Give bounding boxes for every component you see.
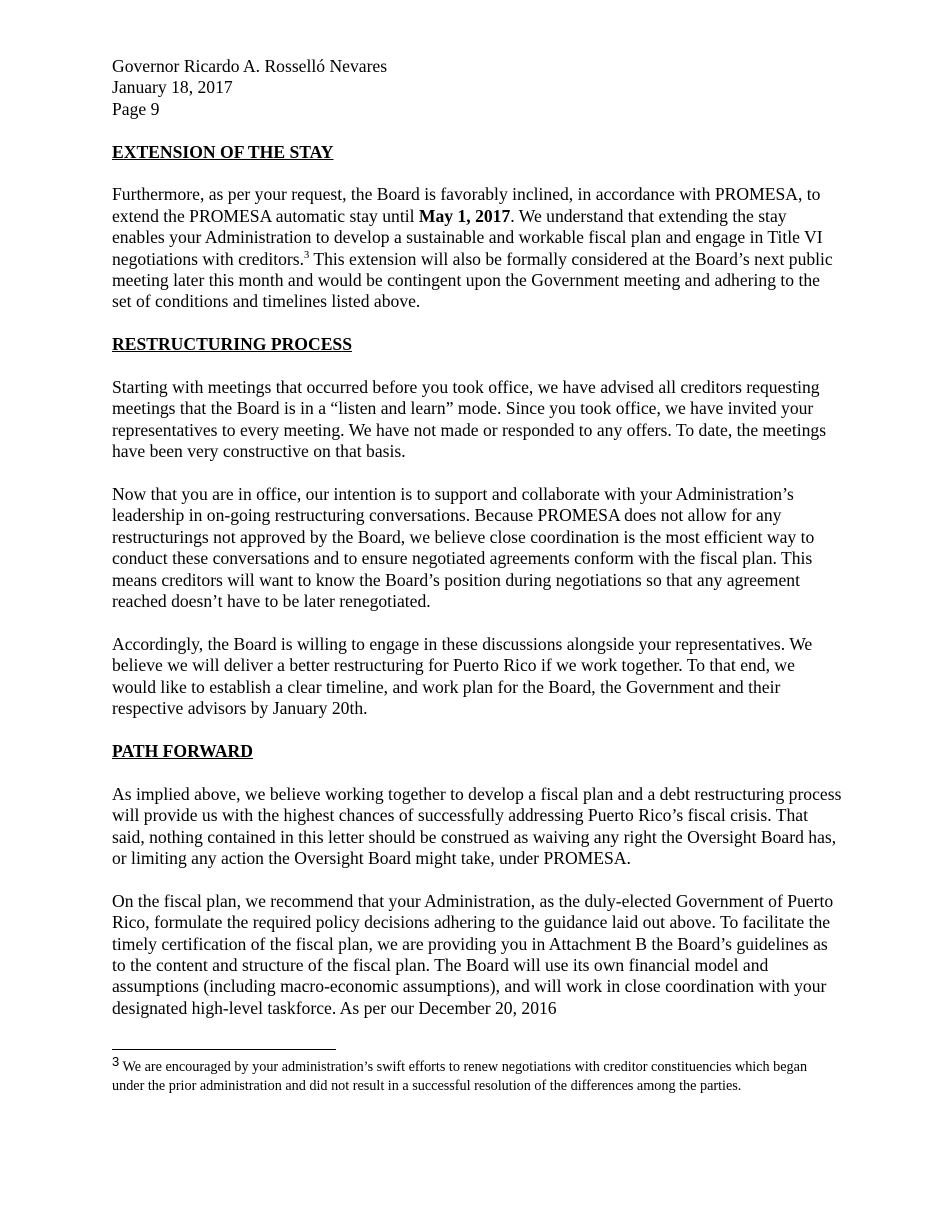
restructuring-heading: RESTRUCTURING PROCESS bbox=[112, 334, 353, 355]
page-number: Page 9 bbox=[112, 98, 160, 119]
path-forward-heading: PATH FORWARD bbox=[112, 740, 253, 761]
footnote-number: 3 bbox=[112, 1054, 120, 1069]
extension-text-b: . We understand that extending the stay enables your Administration to develop a sustainable and workable fiscal plan and engage in Title VI negotiations with creditors. bbox=[112, 205, 823, 269]
extension-heading: EXTENSION OF THE STAY bbox=[112, 141, 334, 162]
extension-text-a: Furthermore, as per your request, the Board is favorably inclined, in accordance with PROMESA, to extend the PROMESA automatic stay until bbox=[112, 184, 821, 226]
letter-page bbox=[112, 56, 842, 1019]
path-forward-paragraph-2: On the fiscal plan, we recommend that your Administration, as the duly-elected Government of Puerto Rico, formulate the required policy decisions adhering to the guidance laid out above. To facilitate the timely certification of the fiscal plan, we are providing you in Attachment B the Board’s guidelines as to the content and structure of the fiscal plan. The Board will use its own financial model and assumptions (including macro-economic assumptions), and will work in close coordination with your designated high-level taskforce. As per our December 20, 2016 bbox=[112, 890, 834, 1018]
date-line: January 18, 2017 bbox=[112, 77, 233, 98]
restructuring-paragraph-2: Now that you are in office, our intention is to support and collaborate with your Administration’s leadership in on-going restructuring conversations. Because PROMESA does not allow for any restructurings not approved by the Board, we believe close coordination is the most efficient way to conduct these conversations and to ensure negotiated agreements conform with the fiscal plan. This means creditors will want to know the Board’s position during negotiations so that any agreement reached doesn’t have to be later renegotiated. bbox=[112, 484, 815, 612]
extension-paragraph bbox=[112, 184, 842, 312]
restructuring-paragraph-1: Starting with meetings that occurred before you took office, we have advised all creditors requesting meetings that the Board is in a “listen and learn” mode. Since you took office, we have invited your representatives to every meeting. We have not made or responded to any offers. To date, the meetings have been very constructive on that basis. bbox=[112, 377, 827, 462]
footnote-reference: 3 bbox=[304, 249, 310, 261]
restructuring-paragraph-3: Accordingly, the Board is willing to engage in these discussions alongside your representatives. We believe we will deliver a better restructuring for Puerto Rico if we work together. To that end, we would like to establish a clear timeline, and work plan for the Board, the Government and their respective advisors by January 20th. bbox=[112, 633, 813, 719]
path-forward-paragraph-1: As implied above, we believe working together to develop a fiscal plan and a debt restructuring process will provide us with the highest chances of successfully addressing Puerto Rico’s fiscal crisis. That said, nothing contained in this letter should be construed as waiving any right the Oversight Board has, or limiting any action the Oversight Board might take, under PROMESA. bbox=[112, 783, 842, 868]
stay-date: May 1, 2017 bbox=[418, 205, 511, 226]
footnote-divider bbox=[112, 1049, 336, 1050]
recipient-line: Governor Ricardo A. Rosselló Nevares bbox=[112, 56, 388, 76]
extension-text-c: This extension will also be formally considered at the Board’s next public meeting later this month and would be contingent upon the Government meeting and adhering to the set of conditions and timelines listed above. bbox=[112, 248, 833, 312]
footnote-text: We are encouraged by your administration’s swift efforts to renew negotiations with creditor constituencies which began under the prior administration and did not result in a successful resolution of the differences among the parties. bbox=[112, 1059, 808, 1094]
footnote bbox=[112, 1054, 842, 1095]
